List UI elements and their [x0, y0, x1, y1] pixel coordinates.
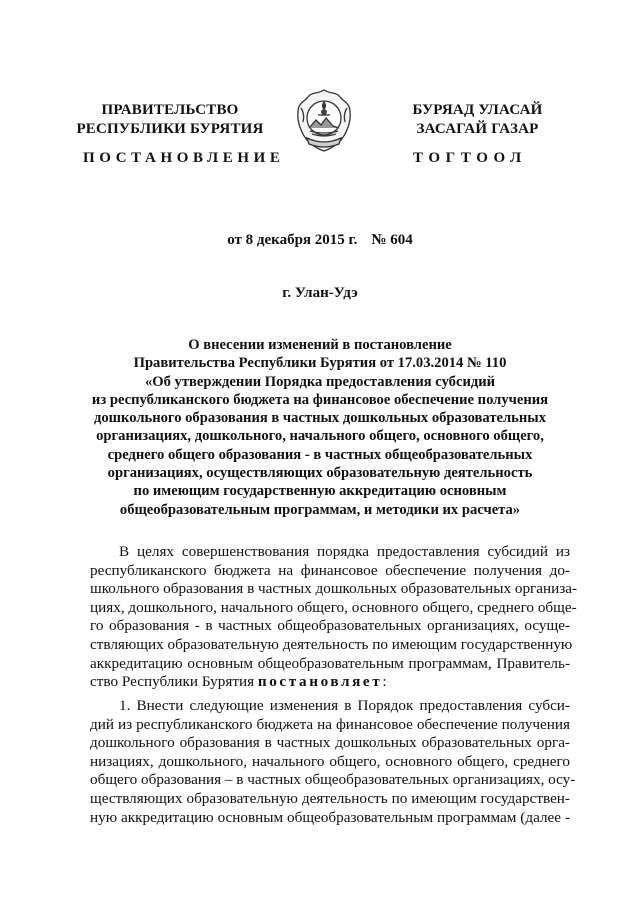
title-line: Правительства Республики Бурятия от 17.03.2014 № 110 — [133, 355, 507, 372]
title-line: среднего общего образования - в частных общеобразовательных — [107, 446, 533, 463]
document-title — [60, 336, 580, 519]
preamble-paragraph — [90, 543, 578, 692]
document-city: г. Улан-Удэ — [282, 285, 358, 301]
paragraph-line: общего образования – в частных общеобразовательных организациях, осу- — [90, 771, 576, 789]
title-line: «Об утверждении Порядка предоставления субсидий — [144, 373, 496, 390]
header-left-block — [70, 101, 270, 139]
title-line: О внесении изменений в постановление — [188, 337, 452, 353]
coat-of-arms-icon — [295, 88, 353, 154]
paragraph-line: дий из республиканского бюджета на финансовое обеспечение получения — [90, 715, 570, 733]
clause-1-paragraph — [90, 697, 576, 827]
paragraph-line-prefix: ство Республики Бурятия — [90, 673, 258, 691]
title-line: общеобразовательным программам, и методики их расчета» — [119, 501, 521, 518]
resolution-title-buryat: ТОГТООЛ — [413, 150, 527, 166]
paragraph-line-suffix: : — [382, 673, 387, 691]
header-right-block — [385, 101, 570, 139]
paragraph-line: В целях совершенствования порядка предоставления субсидий из — [119, 543, 570, 560]
header-left-line1: ПРАВИТЕЛЬСТВО — [101, 102, 239, 118]
paragraph-line: аккредитацию основным общеобразовательным программам, Правитель- — [90, 654, 570, 672]
title-line: дошкольного образования в частных дошкольных образовательных — [94, 410, 546, 427]
resolution-title-russian: ПОСТАНОВЛЕНИЕ — [83, 150, 285, 166]
paragraph-line: циях, дошкольного, начального общего, основного общего, среднего обще- — [90, 598, 577, 616]
paragraph-line: республиканского бюджета на финансовое обеспечение получения до- — [90, 561, 570, 579]
title-line: по имеющим государственную аккредитацию основным — [133, 483, 507, 500]
paragraph-line: ную аккредитацию основным общеобразовательным программам (далее - — [90, 808, 570, 826]
header-right-line1: БУРЯАД УЛАСАЙ — [412, 102, 543, 118]
paragraph-line: ществляющих образовательную деятельность по имеющим государствен- — [90, 789, 570, 807]
paragraph-last-line — [90, 673, 570, 692]
header-right-line2: ЗАСАГАЙ ГАЗАР — [416, 121, 539, 137]
title-line: организациях, осуществляющих образовательную деятельность — [107, 465, 533, 482]
paragraph-line: дошкольного образования в частных дошкольных образовательных орга- — [90, 734, 570, 752]
title-line: из республиканского бюджета на финансовое обеспечение получения — [91, 391, 549, 408]
paragraph-line: школьного образования в частных дошкольных образовательных организа- — [90, 580, 578, 598]
resolves-keyword: постановляет — [257, 673, 383, 691]
document-date-line — [0, 232, 640, 249]
paragraph-line: 1. Внести следующие изменения в Порядок предоставления субси- — [119, 697, 570, 714]
document-date: от 8 декабря 2015 г. — [227, 232, 358, 248]
paragraph-line: го образования - в частных общеобразовательных организациях, осуще- — [90, 617, 570, 635]
paragraph-line: низациях, дошкольного, начального общего, основного общего, среднего — [90, 752, 570, 770]
paragraph-line: ствляющих образовательную деятельность по имеющим государственную — [90, 635, 573, 653]
title-line: организациях, дошкольного, начального общего, основного общего, — [96, 428, 544, 445]
header-left-line2: РЕСПУБЛИКИ БУРЯТИЯ — [76, 121, 264, 137]
document-number: № 604 — [371, 232, 413, 248]
